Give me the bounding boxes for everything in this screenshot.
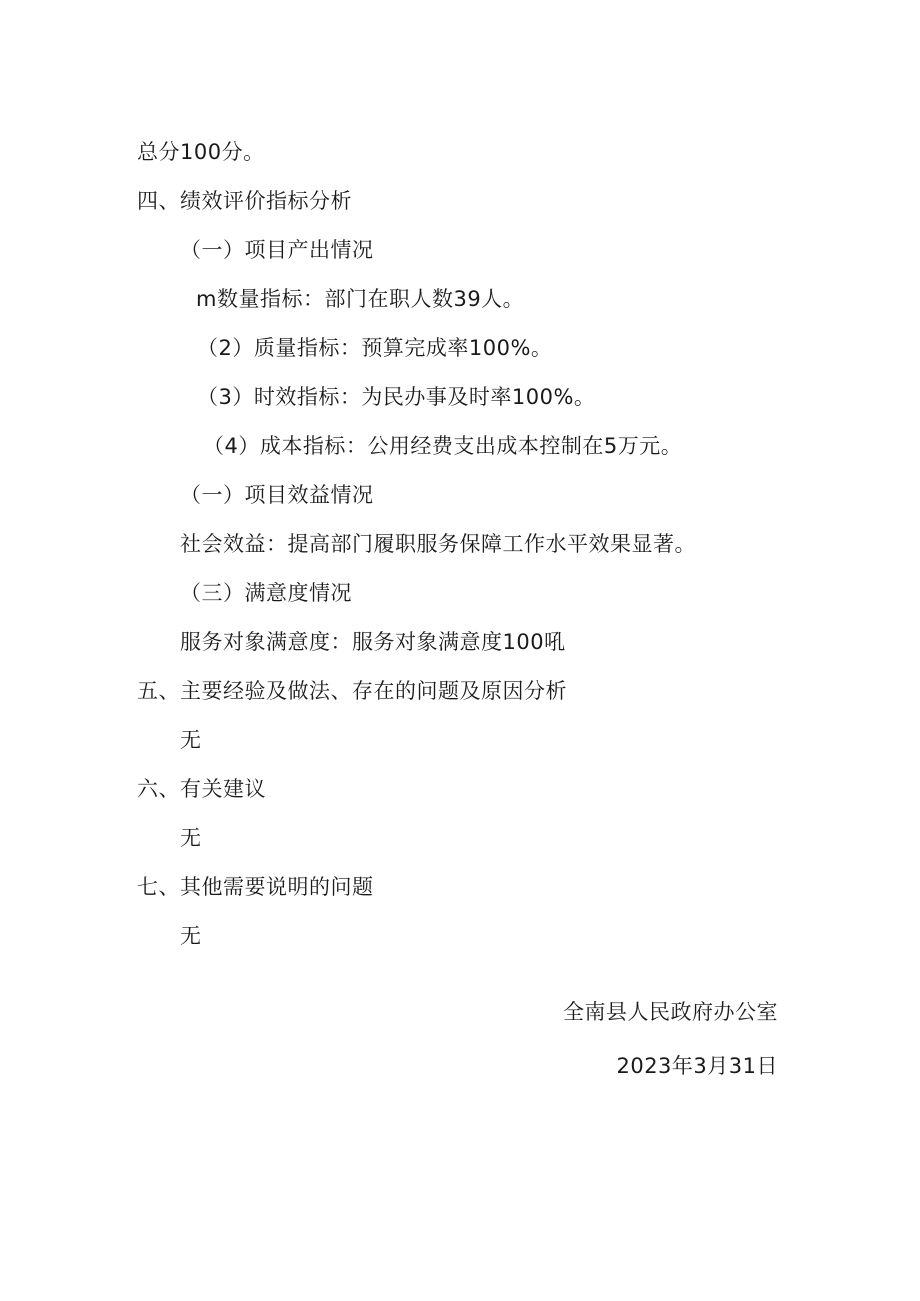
section-7-heading: 七、其他需要说明的问题	[137, 875, 374, 899]
section-5-heading: 五、主要经验及做法、存在的问题及原因分析	[137, 679, 567, 703]
subsection-satisfaction-heading: （三）满意度情况	[180, 581, 352, 605]
signature-organization: 全南县人民政府办公室	[563, 1000, 778, 1024]
section-4-heading: 四、绩效评价指标分析	[137, 189, 352, 213]
subsection-output-heading: （一）项目产出情况	[180, 238, 374, 262]
satisfaction-text: 服务对象满意度：服务对象满意度100吼	[180, 630, 566, 654]
section-6-heading: 六、有关建议	[137, 777, 266, 801]
section-5-content: 无	[180, 728, 202, 752]
cost-indicator-text: （4）成本指标：公用经费支出成本控制在5万元。	[203, 434, 683, 458]
signature-date: 2023年3月31日	[616, 1054, 778, 1078]
section-6-content: 无	[180, 826, 202, 850]
quantity-indicator-text: m数量指标：部门在职人数39人。	[196, 287, 525, 311]
quality-indicator-text: （2）质量指标：预算完成率100%。	[197, 336, 553, 360]
subsection-benefit-heading: （一）项目效益情况	[180, 483, 374, 507]
section-7-content: 无	[180, 924, 202, 948]
social-benefit-text: 社会效益：提高部门履职服务保障工作水平效果显著。	[180, 532, 696, 556]
timeliness-indicator-text: （3）时效指标：为民办事及时率100%。	[197, 385, 596, 409]
total-score-text: 总分100分。	[137, 140, 265, 164]
